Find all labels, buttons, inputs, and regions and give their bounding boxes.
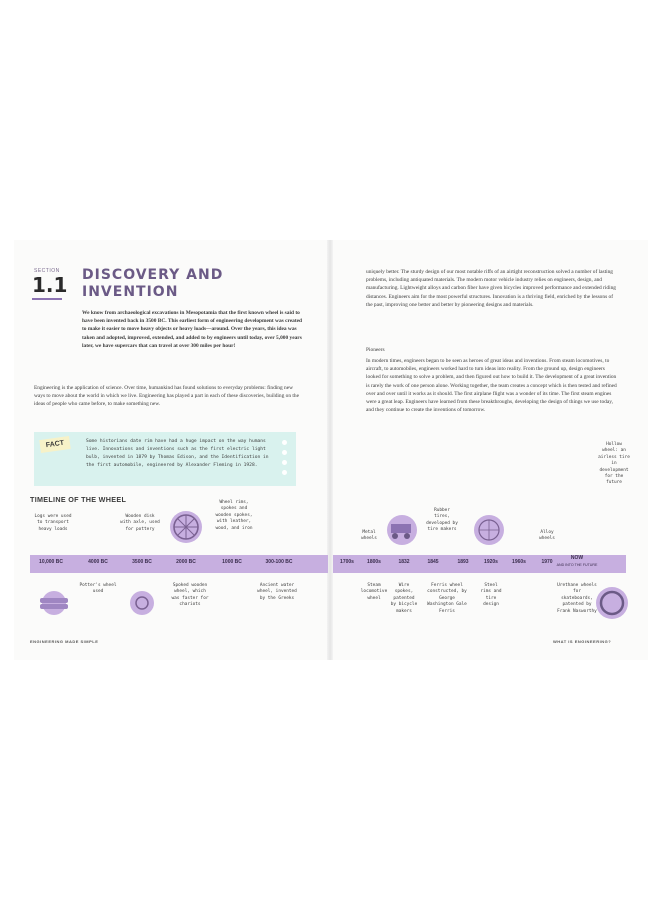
- timeline-label: 1960s: [512, 559, 526, 565]
- pioneers-subhead: Pioneers: [366, 347, 385, 353]
- timeline-label-now-sub: AND INTO THE FUTURE: [556, 563, 598, 567]
- modern-wheel-icon: [596, 587, 628, 619]
- timeline-label: 4000 BC: [88, 559, 108, 565]
- event-metal-wheels: Metal wheels: [361, 530, 377, 542]
- timeline-label: 10,000 BC: [39, 559, 63, 565]
- body-paragraph: Engineering is the application of science. Over time, humankind has found solutions to everyday problems: finding new ways to move about the world in which we live. Engineering has played a part in each of these discoveries, building on the ideas of people who came before, to make something new.: [34, 385, 299, 408]
- right-paragraph-top: uniquely better. The sturdy design of our most notable riffs of an airtight reconstruction solved a number of lasting problems, including antiquated materials. The modern motor vehicle industry relies on engineers, design, and manufacturing. Lightweight alloys and carbon fiber have given bicycles improved performance and extended riding distances. Engineers aim for the most powerful structures. Innovation is a thriving field, enriched by the lessons of the past, improving one better and better by pioneering designs and materials.: [366, 269, 616, 308]
- intro-paragraph: We know from archaeological excavations in Mesopotamia that the first known wheel is said to have been invented back in 3500 BC. This earliest form of engineering development was created to make it easier to move heavy objects or heavy loads—around. Over the years, this idea was taken and adopted, improved, extended, and added to by engineers until today, over 5,000 years later, we have supercars that can travel at over 300 miles per hour!: [82, 310, 303, 349]
- wooden-disk-icon: [130, 591, 154, 615]
- spoked-wheel-icon: [170, 511, 202, 543]
- timeline-label: 1920s: [484, 559, 498, 565]
- timeline-label: 1800s: [367, 559, 381, 565]
- event-water-wheel: Ancient water wheel, invented by the Greeks: [257, 583, 297, 601]
- event-spoked-wheel: Spoked wooden wheel, which was faster for chariots: [171, 583, 209, 608]
- footer-left: ENGINEERING MADE SIMPLE: [30, 639, 99, 644]
- event-wooden-disk: Wooden disk with axle, used for pottery: [120, 514, 160, 532]
- timeline-label: 1845: [427, 559, 439, 565]
- event-urethane: Urethane wheels for skateboards, patented by Frank Nasworthy: [557, 583, 597, 614]
- timeline-label-now: NOW: [570, 555, 584, 561]
- event-logs: Logs were used to transport heavy loads: [34, 514, 72, 532]
- section-title-line-2: INVENTION: [82, 284, 179, 300]
- steam-train-icon: [387, 515, 417, 545]
- timeline-label: 1893: [457, 559, 469, 565]
- event-ferris-detail: Ferris wheel constructed, by George Washington Gale Ferris: [427, 583, 467, 614]
- event-steel-rims: Steel rims and tire design: [480, 583, 502, 608]
- logs-icon: [40, 591, 68, 615]
- section-number: 1.1: [32, 273, 68, 297]
- right-paragraph-body: In modern times, engineers began to be seen as heroes of great ideas and inventions. From steam locomotives, to aircraft, to automobiles, engineers worked hard to turn ideas into reality. From the ground up, design engineers looked for something to solve a problem, and then figured out how to build it. The development of a great invention is rarely the work of one person alone. Working together, the team creates a concept which is then tested and refined over and over until it works as it should. The first airplane flight was a wonder of its time. The first steam engines were a great leap. Engineers have learned from these breakthroughs, developing the design of things we use today, and they continue to create the inventions of tomorrow.: [366, 358, 617, 414]
- fact-text: Some historians date rim have had a huge impact on the way humans live. Innovations and inventions such as the first electric light bulb, invented in 1879 by Thomas Edison, and the Identification in the first automobile, engineered by Alexander Fleming in 1928.: [86, 439, 269, 468]
- event-wheel-rims: Wheel rims, spokes and wooden spokes, with leather, wood, and iron: [215, 500, 253, 531]
- fact-tag: FACT: [39, 436, 71, 453]
- event-alloy: Alloy wheels: [539, 530, 555, 542]
- event-hollow-wheel: Hollow wheel: an airless tire in development for the future: [598, 442, 630, 486]
- timeline-label: 3500 BC: [132, 559, 152, 565]
- ferris-wheel-icon: [474, 515, 504, 545]
- timeline-title: TIMELINE OF THE WHEEL: [30, 495, 127, 504]
- section-label: SECTION: [34, 268, 60, 274]
- event-steam-train: Steam locomotive wheel: [360, 583, 388, 601]
- timeline-label: 2000 BC: [176, 559, 196, 565]
- section-title-line-1: DISCOVERY AND: [82, 267, 224, 283]
- timeline-label: 300-100 BC: [265, 559, 293, 565]
- event-tires: Rubber tires, developed by tire makers: [426, 508, 458, 533]
- timeline-label: 1970: [541, 559, 553, 565]
- timeline-label: 1000 BC: [222, 559, 242, 565]
- event-potters-wheel: Potter's wheel used: [79, 583, 117, 595]
- footer-right: WHAT IS ENGINEERING?: [553, 639, 612, 644]
- timeline-label: 1700s: [340, 559, 354, 565]
- timeline-label: 1832: [398, 559, 410, 565]
- event-wire-spoke: Wire spokes, patented by bicycle makers: [390, 583, 418, 614]
